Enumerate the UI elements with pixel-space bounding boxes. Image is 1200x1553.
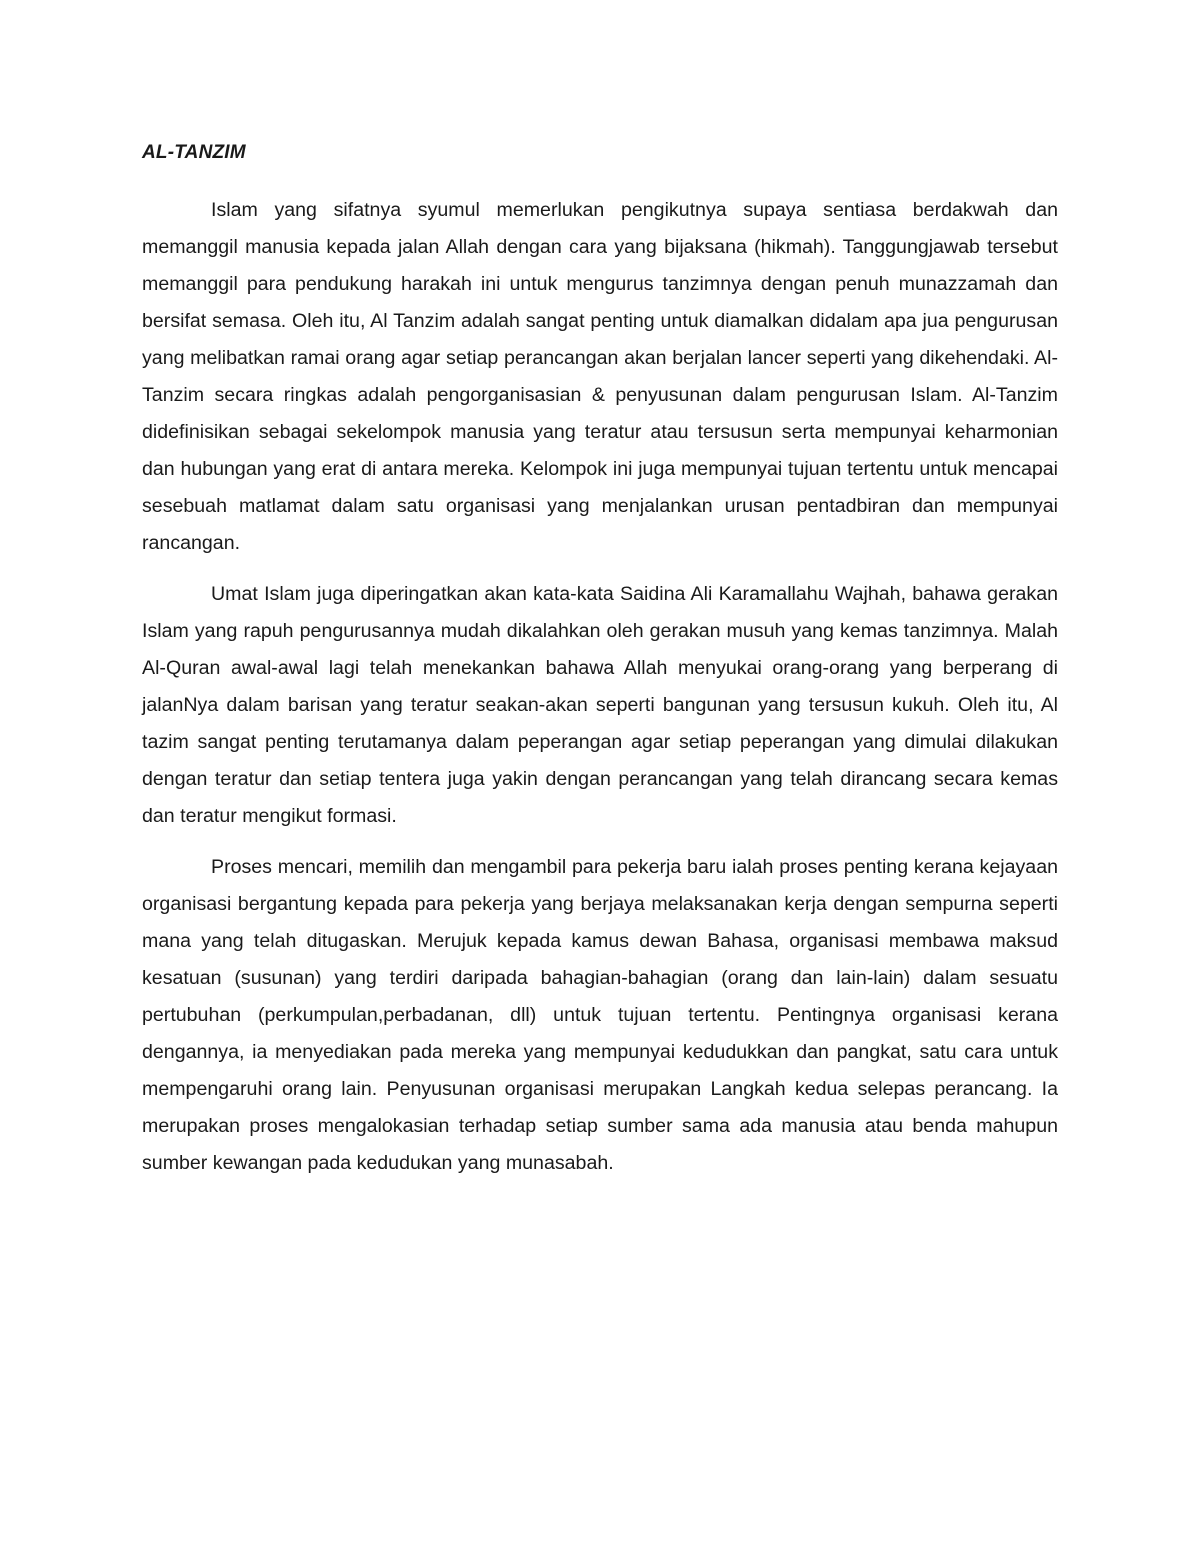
paragraph-2: Umat Islam juga diperingatkan akan kata-kata Saidina Ali Karamallahu Wajhah, bahawa gerakan Islam yang rapuh pengurusannya mudah dikalahkan oleh gerakan musuh yang kemas tanzimnya. Malah Al-Quran awal-awal lagi telah menekankan bahawa Allah menyukai orang-orang yang berperang di jalanNya dalam barisan yang teratur seakan-akan seperti bangunan yang tersusun kukuh. Oleh itu, Al tazim sangat penting terutamanya dalam peperangan agar setiap peperangan yang dimulai dilakukan dengan teratur dan setiap tentera juga yakin dengan perancangan yang telah dirancang secara kemas dan teratur mengikut formasi. [142,583,1058,827]
document-body [142,138,1058,1196]
paragraph-3: Proses mencari, memilih dan mengambil para pekerja baru ialah proses penting kerana kejayaan organisasi bergantung kepada para pekerja yang berjaya melaksanakan kerja dengan sempurna seperti mana yang telah ditugaskan. Merujuk kepada kamus dewan Bahasa, organisasi membawa maksud kesatuan (susunan) yang terdiri daripada bahagian-bahagian (orang dan lain-lain) dalam sesuatu pertubuhan (perkumpulan,perbadanan, dll) untuk tujuan tertentu. Pentingnya organisasi kerana dengannya, ia menyediakan pada mereka yang mempunyai kedudukkan dan pangkat, satu cara untuk mempengaruhi orang lain. Penyusunan organisasi merupakan Langkah kedua selepas perancang. Ia merupakan proses mengalokasian terhadap setiap sumber sama ada manusia atau benda mahupun sumber kewangan pada kedudukan yang munasabah. [142,856,1058,1174]
document-title: AL-TANZIM [142,142,246,163]
paragraph-1: Islam yang sifatnya syumul memerlukan pengikutnya supaya sentiasa berdakwah dan memanggil manusia kepada jalan Allah dengan cara yang bijaksana (hikmah). Tanggungjawab tersebut memanggil para pendukung harakah ini untuk mengurus tanzimnya dengan penuh munazzamah dan bersifat semasa. Oleh itu, Al Tanzim adalah sangat penting untuk diamalkan didalam apa jua pengurusan yang melibatkan ramai orang agar setiap perancangan akan berjalan lancer seperti yang dikehendaki. Al-Tanzim secara ringkas adalah pengorganisasian & penyusunan dalam pengurusan Islam. Al-Tanzim didefinisikan sebagai sekelompok manusia yang teratur atau tersusun serta mempunyai keharmonian dan hubungan yang erat di antara mereka. Kelompok ini juga mempunyai tujuan tertentu untuk mencapai sesebuah matlamat dalam satu organisasi yang menjalankan urusan pentadbiran dan mempunyai rancangan. [142,199,1058,554]
